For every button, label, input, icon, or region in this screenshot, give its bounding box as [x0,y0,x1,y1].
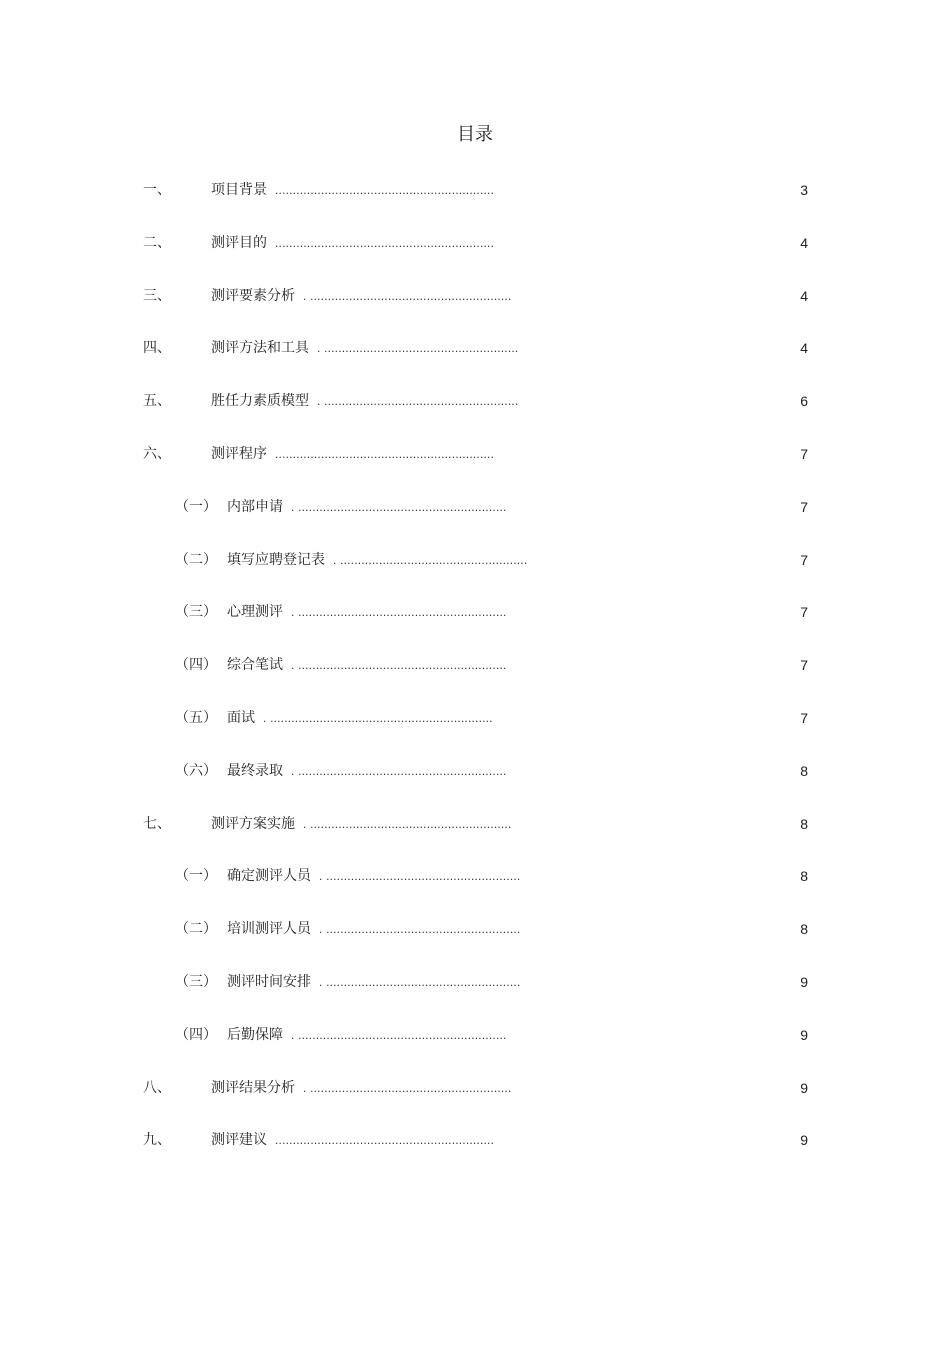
toc-entry-leader: . ....................................................... [319,869,521,883]
toc-entry-page-number: 4 [800,235,808,251]
toc-entry-title[interactable]: 测评方案实施 [211,816,295,832]
toc-entry[interactable] [0,814,950,834]
toc-entry-title[interactable]: 面试 [227,710,255,726]
toc-entry-number: （二） [175,552,217,568]
toc-entry-leader: . ......................................................... [303,289,512,303]
toc-entry-leader: . ....................................................... [317,341,519,355]
toc-entry-number: 三、 [143,288,171,304]
toc-entry-leader: . ........................................................... [291,605,507,619]
toc-entry-title[interactable]: 综合笔试 [227,657,283,673]
toc-entry-page-number: 7 [800,499,808,515]
toc-entry[interactable] [0,338,950,358]
toc-entry-page-number: 9 [800,1080,808,1096]
toc-entry-title[interactable]: 测评建议 [211,1132,267,1148]
toc-entry[interactable] [0,391,950,411]
toc-entry-page-number: 4 [800,340,808,356]
toc-entry[interactable] [0,180,950,200]
toc-entry-number: （三） [175,604,217,620]
toc-entry-number: （五） [175,710,217,726]
toc-entry-leader: . ........................................................... [291,764,507,778]
toc-entry-page-number: 6 [800,393,808,409]
toc-entry-title[interactable]: 最终录取 [227,763,283,779]
toc-entry-leader: . ............................................................... [263,711,493,725]
toc-entry-title[interactable]: 培训测评人员 [227,921,311,937]
toc-entry-leader: . ....................................................... [319,922,521,936]
toc-entry-title[interactable]: 填写应聘登记表 [227,552,325,568]
toc-entry[interactable] [0,761,950,781]
toc-entry-title[interactable]: 测评要素分析 [211,288,295,304]
toc-entry[interactable] [0,655,950,675]
toc-entry-page-number: 9 [800,1132,808,1148]
toc-entry[interactable] [0,866,950,886]
toc-entry-number: 九、 [143,1132,171,1148]
toc-entry[interactable] [0,233,950,253]
toc-entry-page-number: 8 [800,816,808,832]
toc-entry-number: （四） [175,657,217,673]
toc-entry-number: （一） [175,499,217,515]
toc-entry-leader: . ......................................................... [303,1081,512,1095]
toc-entry-number: （三） [175,974,217,990]
toc-entry[interactable] [0,286,950,306]
toc-entry-title[interactable]: 项目背景 [211,182,267,198]
toc-entry-title[interactable]: 后勤保障 [227,1027,283,1043]
toc-entry-number: （六） [175,763,217,779]
toc-entry-leader: .............................................................. [275,183,495,197]
toc-entry-leader: . ......................................................... [303,817,512,831]
toc-entry-number: （四） [175,1027,217,1043]
toc-entry[interactable] [0,602,950,622]
toc-entry-page-number: 7 [800,446,808,462]
toc-entry-number: 八、 [143,1080,171,1096]
toc-entry-page-number: 8 [800,921,808,937]
toc-entry-number: （一） [175,868,217,884]
toc-entry-leader: . ..................................................... [333,553,528,567]
toc-entry[interactable] [0,444,950,464]
toc-entry-number: （二） [175,921,217,937]
toc-entry-number: 五、 [143,393,171,409]
toc-entry[interactable] [0,497,950,517]
toc-entry-page-number: 9 [800,1027,808,1043]
toc-entry-page-number: 8 [800,868,808,884]
toc-entry-title[interactable]: 内部申请 [227,499,283,515]
toc-entry-title[interactable]: 测评目的 [211,235,267,251]
toc-entry-title[interactable]: 测评程序 [211,446,267,462]
toc-entry-leader: .............................................................. [275,236,495,250]
toc-entry-page-number: 7 [800,710,808,726]
toc-entry-leader: .............................................................. [275,447,495,461]
toc-entry-leader: . ........................................................... [291,500,507,514]
toc-entry-number: 四、 [143,340,171,356]
toc-entry[interactable] [0,708,950,728]
toc-entry-page-number: 4 [800,288,808,304]
toc-entry-leader: .............................................................. [275,1133,495,1147]
toc-entry-page-number: 3 [800,182,808,198]
toc-entry-page-number: 7 [800,552,808,568]
toc-entry[interactable] [0,1078,950,1098]
toc-entry-page-number: 7 [800,604,808,620]
toc-entry[interactable] [0,919,950,939]
toc-entry-page-number: 8 [800,763,808,779]
toc-entry-title[interactable]: 测评方法和工具 [211,340,309,356]
toc-entry-number: 二、 [143,235,171,251]
toc-entry[interactable] [0,550,950,570]
toc-entry[interactable] [0,1025,950,1045]
toc-entry-title[interactable]: 测评结果分析 [211,1080,295,1096]
toc-entry-title[interactable]: 确定测评人员 [227,868,311,884]
toc-entry-leader: . ....................................................... [319,975,521,989]
toc-entry-page-number: 9 [800,974,808,990]
toc-entry[interactable] [0,1130,950,1150]
toc-entry-leader: . ........................................................... [291,658,507,672]
toc-entry[interactable] [0,972,950,992]
toc-entry-number: 六、 [143,446,171,462]
toc-entry-title[interactable]: 胜任力素质模型 [211,393,309,409]
toc-entry-leader: . ........................................................... [291,1028,507,1042]
toc-entry-page-number: 7 [800,657,808,673]
toc-entry-number: 七、 [143,816,171,832]
toc-entry-number: 一、 [143,182,171,198]
toc-entry-title[interactable]: 测评时间安排 [227,974,311,990]
page-title: 目录 [457,124,493,145]
toc-entry-leader: . ....................................................... [317,394,519,408]
toc-entry-title[interactable]: 心理测评 [227,604,283,620]
